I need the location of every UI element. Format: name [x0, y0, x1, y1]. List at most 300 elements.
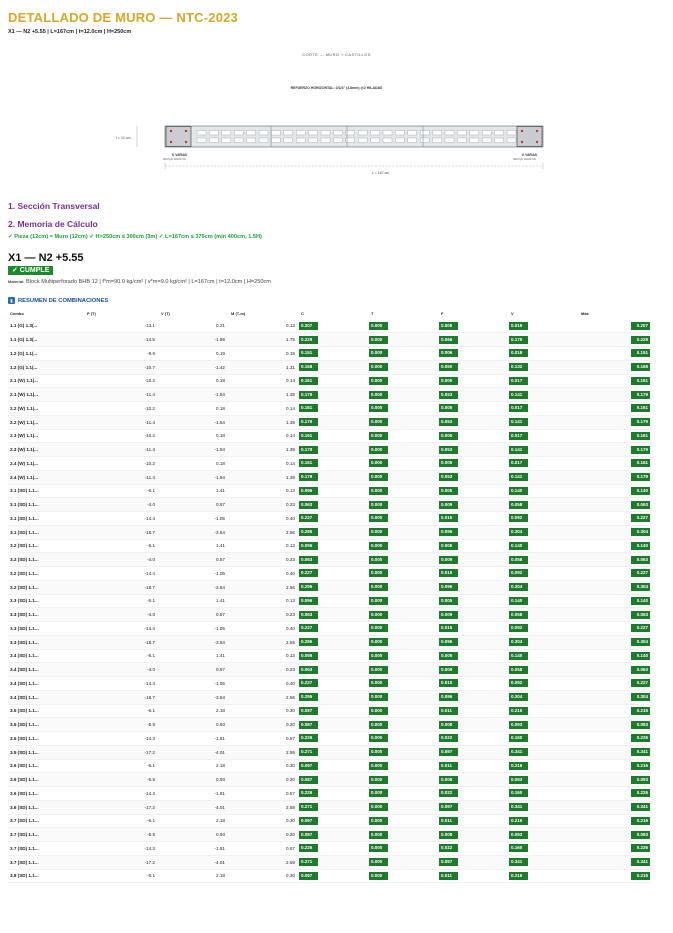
value-cell: 0.57 — [159, 608, 229, 622]
ratio-pill: 0.227 — [299, 624, 318, 632]
ratio-cell — [439, 402, 509, 416]
ratio-cell — [369, 732, 439, 746]
ratio-cell — [439, 773, 509, 787]
ratio-pill: 0.009 — [439, 501, 458, 509]
ratio-cell — [579, 319, 650, 333]
chart-icon: ▮ — [8, 297, 15, 304]
ratio-pill: 0.087 — [299, 721, 318, 729]
ratio-cell — [369, 773, 439, 787]
ratio-cell — [509, 663, 579, 677]
ratio-cell — [509, 402, 579, 416]
value-cell: -18.7 — [85, 635, 159, 649]
value-cell: 0.57 — [229, 787, 299, 801]
resumen-header — [8, 297, 108, 304]
ratio-cell — [509, 855, 579, 869]
ratio-cell — [369, 814, 439, 828]
checks-line: ✓ Pieza (12cm) = Muro (12cm) ✓ H=250cm ≤ 300cm (3m) ✓ L=167cm ≤ 375cm (min 400cm, 1.5H) — [8, 234, 262, 240]
table-row — [8, 360, 650, 374]
value-cell: -11.4 — [85, 470, 159, 484]
ratio-pill: 0.000 — [369, 679, 388, 687]
block-cell — [433, 138, 442, 143]
ratio-cell — [579, 429, 650, 443]
block-cell — [321, 138, 330, 143]
value-cell: 0.20 — [229, 718, 299, 732]
value-cell: 0.15 — [229, 347, 299, 361]
value-cell: 1.39 — [229, 388, 299, 402]
combo-cell: 3.7 (SD) 1.1... — [8, 828, 85, 842]
ratio-pill: 0.000 — [369, 597, 388, 605]
ratio-pill: 0.092 — [509, 569, 528, 577]
ratio-cell — [439, 732, 509, 746]
ratio-pill: 0.216 — [509, 707, 528, 715]
ratio-pill: 0.006 — [439, 349, 458, 357]
ratio-pill: 0.087 — [299, 831, 318, 839]
value-cell: 0.18 — [159, 374, 229, 388]
table-row — [8, 580, 650, 594]
table-row — [8, 388, 650, 402]
ratio-pill: 0.179 — [299, 473, 318, 481]
ratio-cell — [299, 498, 369, 512]
value-cell: -14.4 — [85, 512, 159, 526]
ratio-pill: 0.229 — [299, 336, 318, 344]
ratio-cell — [369, 402, 439, 416]
ratio-cell — [299, 608, 369, 622]
page-title: DETALLADO DE MURO — NTC-2023 — [8, 10, 238, 25]
ratio-pill: 0.295 — [299, 583, 318, 591]
ratio-cell — [299, 663, 369, 677]
ratio-pill: 0.341 — [509, 748, 528, 756]
ratio-cell — [509, 567, 579, 581]
ratio-pill: 0.022 — [439, 844, 458, 852]
ratio-pill: 0.140 — [509, 487, 528, 495]
block-cell — [271, 131, 280, 136]
ratio-pill: 0.000 — [369, 556, 388, 564]
block-cell — [383, 131, 392, 136]
combo-cell: 2.1 (W) 1.1(... — [8, 388, 85, 402]
ratio-pill: 0.304 — [509, 528, 528, 536]
ratio-pill: 0.179 — [299, 391, 318, 399]
ratio-pill: 0.096 — [439, 528, 458, 536]
ratio-pill: 0.000 — [369, 528, 388, 536]
ratio-cell — [299, 567, 369, 581]
value-cell: 0.57 — [159, 663, 229, 677]
wall-section-drawing — [0, 110, 673, 180]
ratio-pill: 0.295 — [299, 528, 318, 536]
value-cell: 0.23 — [229, 663, 299, 677]
block-cell — [284, 138, 293, 143]
ratio-pill: 0.018 — [509, 349, 528, 357]
ratio-cell — [509, 525, 579, 539]
value-cell: -18.7 — [85, 690, 159, 704]
value-cell: 2.18 — [159, 704, 229, 718]
block-cell — [309, 138, 318, 143]
value-cell: -1.42 — [159, 360, 229, 374]
block-cell — [371, 131, 380, 136]
block-cell — [470, 138, 479, 143]
ratio-cell — [579, 347, 650, 361]
column-header: P (T) — [87, 311, 96, 316]
ratio-pill: 0.000 — [369, 473, 388, 481]
ratio-pill: 0.160 — [509, 789, 528, 797]
ratio-cell — [579, 828, 650, 842]
value-cell: -4.01 — [159, 800, 229, 814]
ratio-cell — [369, 580, 439, 594]
table-header-row — [8, 308, 650, 319]
value-cell: 1.31 — [229, 360, 299, 374]
value-cell: 0.40 — [229, 622, 299, 636]
ratio-pill: 0.092 — [509, 514, 528, 522]
ratio-pill: 0.207 — [631, 322, 650, 330]
block-cell — [395, 138, 404, 143]
ratio-cell — [579, 677, 650, 691]
combo-cell: 3.3 (SD) 1.1... — [8, 622, 85, 636]
ratio-pill: 0.097 — [299, 762, 318, 770]
value-cell: 0.19 — [159, 347, 229, 361]
value-cell: -6.1 — [85, 704, 159, 718]
ratio-pill: 0.011 — [439, 872, 458, 880]
column-header: F — [441, 311, 444, 316]
page-subtitle: X1 — N2 +5.55 | L=167cm | t=12.0cm | H=250cm — [8, 29, 132, 35]
value-cell: -5.5 — [85, 773, 159, 787]
value-cell: 1.39 — [229, 470, 299, 484]
ratio-cell — [299, 539, 369, 553]
ratio-pill: 0.005 — [439, 322, 458, 330]
ratio-pill: 0.009 — [439, 556, 458, 564]
ratio-cell — [439, 360, 509, 374]
ratio-pill: 0.000 — [369, 844, 388, 852]
table-row — [8, 663, 650, 677]
table-row — [8, 814, 650, 828]
ratio-cell — [439, 718, 509, 732]
ratio-cell — [369, 539, 439, 553]
value-cell: -6.1 — [85, 649, 159, 663]
block-cell — [222, 131, 231, 136]
ratio-pill: 0.017 — [509, 432, 528, 440]
block-cell — [321, 131, 330, 136]
drawing-title: CORTE — MURO + CASTILLOS — [302, 52, 371, 57]
ratio-pill: 0.227 — [299, 679, 318, 687]
value-cell: -11.4 — [85, 415, 159, 429]
ratio-cell — [579, 415, 650, 429]
ratio-cell — [579, 704, 650, 718]
table-body — [8, 319, 650, 883]
ratio-cell — [369, 319, 439, 333]
ratio-cell — [579, 814, 650, 828]
value-cell: 2.56 — [229, 690, 299, 704]
ratio-pill: 0.132 — [509, 363, 528, 371]
value-cell: -3.64 — [159, 690, 229, 704]
block-cell — [433, 131, 442, 136]
block-cell — [309, 131, 318, 136]
block-cell — [234, 131, 243, 136]
ratio-cell — [299, 525, 369, 539]
ratio-pill: 0.063 — [299, 611, 318, 619]
combo-cell: 2.2 (W) 1.1(... — [8, 402, 85, 416]
ratio-pill: 0.011 — [439, 762, 458, 770]
block-cell — [470, 131, 479, 136]
ratio-pill: 0.141 — [509, 391, 528, 399]
block-cell — [457, 131, 466, 136]
block-cell — [408, 138, 417, 143]
column-header: V (T) — [161, 311, 170, 316]
value-cell: 2.56 — [229, 580, 299, 594]
ratio-pill: 0.216 — [631, 762, 650, 770]
value-cell: 1.39 — [229, 443, 299, 457]
ratio-cell — [299, 855, 369, 869]
value-cell: 2.18 — [159, 814, 229, 828]
ratio-pill: 0.304 — [509, 583, 528, 591]
ratio-pill: 0.226 — [299, 789, 318, 797]
ratio-pill: 0.229 — [631, 336, 650, 344]
combo-cell: 2.3 (W) 1.1(... — [8, 443, 85, 457]
ratio-pill: 0.271 — [299, 858, 318, 866]
value-cell: -13.1 — [85, 319, 159, 333]
ratio-cell — [439, 787, 509, 801]
ratio-cell — [509, 773, 579, 787]
ratio-cell — [579, 512, 650, 526]
ratio-pill: 0.097 — [299, 817, 318, 825]
block-cell — [495, 138, 504, 143]
ratio-cell — [509, 580, 579, 594]
ratio-pill: 0.179 — [299, 418, 318, 426]
table-row — [8, 594, 650, 608]
ratio-pill: 0.000 — [369, 432, 388, 440]
table-row — [8, 622, 650, 636]
ratio-pill: 0.063 — [299, 556, 318, 564]
ratio-pill: 0.000 — [369, 748, 388, 756]
ratio-cell — [439, 512, 509, 526]
ratio-cell — [369, 828, 439, 842]
block-cell — [296, 138, 305, 143]
table-row — [8, 347, 650, 361]
ratio-cell — [369, 429, 439, 443]
block-cell — [284, 131, 293, 136]
ratio-cell — [299, 759, 369, 773]
ratio-pill: 0.063 — [631, 611, 650, 619]
ratio-cell — [509, 677, 579, 691]
ratio-pill: 0.341 — [631, 803, 650, 811]
combo-cell: 3.3 (SD) 1.1... — [8, 594, 85, 608]
combo-cell: 2.1 (W) 1.1(... — [8, 374, 85, 388]
section-heading-1: 1. Sección Transversal — [8, 201, 100, 211]
ratio-pill: 0.063 — [631, 556, 650, 564]
table-row — [8, 319, 650, 333]
ratio-pill: 0.017 — [509, 404, 528, 412]
ratio-pill: 0.140 — [509, 597, 528, 605]
ratio-pill: 0.011 — [439, 707, 458, 715]
resumen-title: RESUMEN DE COMBINACIONES — [18, 297, 109, 304]
block-cell — [371, 138, 380, 143]
ratio-cell — [509, 635, 579, 649]
ratio-cell — [509, 732, 579, 746]
value-cell: 0.57 — [159, 498, 229, 512]
block-cell — [197, 138, 206, 143]
value-cell: 0.14 — [229, 429, 299, 443]
ratio-pill: 0.000 — [369, 762, 388, 770]
value-cell: -14.4 — [85, 567, 159, 581]
value-cell: 0.14 — [229, 457, 299, 471]
ratio-pill: 0.341 — [509, 858, 528, 866]
ratio-cell — [369, 759, 439, 773]
ratio-cell — [299, 470, 369, 484]
ratio-pill: 0.271 — [299, 748, 318, 756]
ratio-cell — [579, 745, 650, 759]
ratio-cell — [439, 580, 509, 594]
ratio-pill: 0.304 — [631, 638, 650, 646]
ratio-pill: 0.216 — [631, 872, 650, 880]
ratio-pill: 0.000 — [369, 789, 388, 797]
ratio-pill: 0.087 — [299, 776, 318, 784]
ratio-pill: 0.000 — [369, 363, 388, 371]
ratio-cell — [579, 842, 650, 856]
ratio-pill: 0.000 — [369, 514, 388, 522]
ratio-cell — [579, 539, 650, 553]
ratio-pill: 0.216 — [509, 872, 528, 880]
ratio-pill: 0.058 — [509, 501, 528, 509]
value-cell: 2.18 — [159, 869, 229, 883]
value-cell: -14.4 — [85, 622, 159, 636]
ratio-pill: 0.161 — [631, 377, 650, 385]
ratio-pill: 0.140 — [509, 542, 528, 550]
value-cell: 2.59 — [229, 800, 299, 814]
ratio-cell — [439, 759, 509, 773]
ratio-cell — [579, 855, 650, 869]
ratio-pill: 0.141 — [509, 473, 528, 481]
ratio-pill: 0.140 — [631, 487, 650, 495]
ratio-cell — [299, 690, 369, 704]
ratio-pill: 0.226 — [299, 844, 318, 852]
ratio-pill: 0.063 — [631, 666, 650, 674]
ratio-cell — [509, 539, 579, 553]
ratio-pill: 0.092 — [509, 624, 528, 632]
ratio-pill: 0.097 — [439, 748, 458, 756]
ratio-pill: 0.096 — [299, 652, 318, 660]
table-row — [8, 374, 650, 388]
ratio-cell — [579, 498, 650, 512]
combo-cell: 3.1 (SD) 1.1... — [8, 512, 85, 526]
length-label: L = 167 cm — [372, 171, 390, 175]
ratio-cell — [369, 787, 439, 801]
ratio-cell — [369, 415, 439, 429]
ratio-pill: 0.295 — [299, 638, 318, 646]
ratio-pill: 0.140 — [631, 542, 650, 550]
ratio-pill: 0.161 — [631, 432, 650, 440]
ratio-cell — [369, 374, 439, 388]
ratio-pill: 0.227 — [299, 569, 318, 577]
ratio-pill: 0.141 — [509, 418, 528, 426]
ratio-pill: 0.161 — [299, 432, 318, 440]
value-cell: 0.30 — [229, 704, 299, 718]
ratio-pill: 0.161 — [631, 459, 650, 467]
ratio-cell — [579, 594, 650, 608]
combo-cell: 3.3 (SD) 1.1... — [8, 608, 85, 622]
ratio-cell — [439, 649, 509, 663]
ratio-pill: 0.009 — [439, 666, 458, 674]
ratio-pill: 0.000 — [369, 404, 388, 412]
block-cell — [271, 138, 280, 143]
ratio-cell — [439, 690, 509, 704]
block-cell — [197, 131, 206, 136]
ratio-pill: 0.179 — [631, 446, 650, 454]
ratio-pill: 0.000 — [369, 734, 388, 742]
wall-body — [165, 126, 543, 147]
block-cell — [259, 131, 268, 136]
ratio-cell — [299, 800, 369, 814]
block-cell — [420, 138, 429, 143]
ratio-cell — [509, 608, 579, 622]
ratio-pill: 0.341 — [509, 803, 528, 811]
ratio-cell — [509, 869, 579, 883]
ratio-cell — [579, 443, 650, 457]
ratio-pill: 0.015 — [439, 514, 458, 522]
ratio-cell — [369, 869, 439, 883]
value-cell: 0.30 — [229, 814, 299, 828]
ratio-cell — [579, 800, 650, 814]
ratio-pill: 0.066 — [439, 336, 458, 344]
combo-cell: 2.4 (W) 1.1(... — [8, 457, 85, 471]
table-row — [8, 704, 650, 718]
element-title: X1 — N2 +5.55 — [8, 252, 84, 264]
ratio-cell — [439, 429, 509, 443]
value-cell: -10.2 — [85, 457, 159, 471]
value-cell: -1.54 — [159, 388, 229, 402]
ratio-cell — [299, 828, 369, 842]
ratio-cell — [439, 869, 509, 883]
ratio-cell — [579, 580, 650, 594]
table-row — [8, 553, 650, 567]
value-cell: 0.13 — [229, 484, 299, 498]
ratio-cell — [299, 773, 369, 787]
ratio-cell — [369, 622, 439, 636]
ratio-pill: 0.141 — [509, 446, 528, 454]
ratio-cell — [509, 443, 579, 457]
ratio-pill: 0.140 — [631, 597, 650, 605]
value-cell: -4.0 — [85, 498, 159, 512]
ratio-pill: 0.053 — [439, 418, 458, 426]
ratio-cell — [509, 512, 579, 526]
ratio-pill: 0.063 — [299, 501, 318, 509]
ratio-pill: 0.227 — [631, 624, 650, 632]
ratio-cell — [299, 333, 369, 347]
block-cell — [507, 138, 516, 143]
ratio-cell — [579, 525, 650, 539]
ratio-pill: 0.207 — [299, 322, 318, 330]
ratio-pill: 0.168 — [631, 363, 650, 371]
block-cell — [482, 138, 491, 143]
ratio-pill: 0.227 — [631, 569, 650, 577]
ratio-pill: 0.096 — [299, 487, 318, 495]
ratio-pill: 0.017 — [509, 377, 528, 385]
value-cell: -1.98 — [159, 333, 229, 347]
value-cell: 0.18 — [159, 429, 229, 443]
ratio-pill: 0.304 — [509, 693, 528, 701]
ratio-cell — [369, 360, 439, 374]
value-cell: -3.64 — [159, 635, 229, 649]
ratio-pill: 0.093 — [509, 776, 528, 784]
ratio-cell — [579, 732, 650, 746]
ratio-cell — [509, 484, 579, 498]
ratio-cell — [299, 594, 369, 608]
ratio-cell — [299, 415, 369, 429]
ratio-cell — [439, 622, 509, 636]
value-cell: -1.81 — [159, 732, 229, 746]
ratio-pill: 0.227 — [299, 514, 318, 522]
ratio-pill: 0.097 — [439, 858, 458, 866]
ratio-cell — [439, 457, 509, 471]
ratio-pill: 0.097 — [299, 872, 318, 880]
ratio-cell — [509, 745, 579, 759]
value-cell: -6.1 — [85, 814, 159, 828]
